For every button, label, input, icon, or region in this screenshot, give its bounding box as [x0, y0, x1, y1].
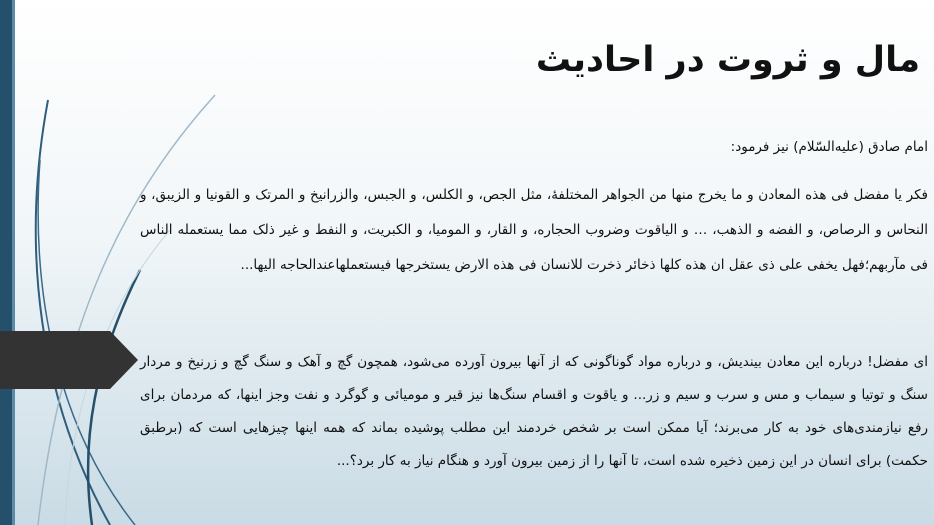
- slide-title: مال و ثروت در احادیث: [535, 40, 920, 80]
- deco-curve-4: [88, 270, 140, 525]
- intro-line: امام صادق (علیه‌السّلام) نیز فرمود:: [730, 139, 928, 155]
- arrow-tab: [0, 331, 138, 389]
- persian-translation-paragraph: ای مفضل! درباره این معادن بیندیش، و درباره مواد گوناگونی که از آنها بیرون آورده می‌شود، همچون گچ و آهک و سنگ گچ و زرنیخ و مردار سنگ و توتیا و سیماب و مس و سرب و سیم و زر... و یاقوت و اقسام سنگ‌ها نیز قیر و مومیائی و گوگرد و نفت وجز اینها، که مردمان برای رفع نیازمندی‌های خود به کار می‌برند؛ آیا ممکن است بر شخص خردمند این مطلب پوشیده بماند که همه اینها چیزهایی است که (برطبق حکمت) برای انسان در این زمین ذخیره شده است، تا آنها را از زمین بیرون آورد و هنگام نیاز به کار برد؟...: [140, 354, 928, 469]
- arabic-quote-paragraph: فکر یا مفضل فی هذه المعادن و ما یخرج منها من الجواهر المختلفهٔ، مثل الجص، و الکلس، و الجبس، والزرانیخ و المرتک و القونیا و الزیبق، و النحاس و الرصاص، و الفضه و الذهب، … و الیاقوت وضروب الحجاره، و القار، و المومیا، و الکبریت، و النفط و غیر ذلک مما یستعمله الناس فی مآربهم؛فهل یخفی علی ذی عقل ان هذه کلها ذخائر ذخرت للانسان فی هذه الارض یستخرجها فیستعملهاعندالحاجه الیها...: [140, 187, 928, 273]
